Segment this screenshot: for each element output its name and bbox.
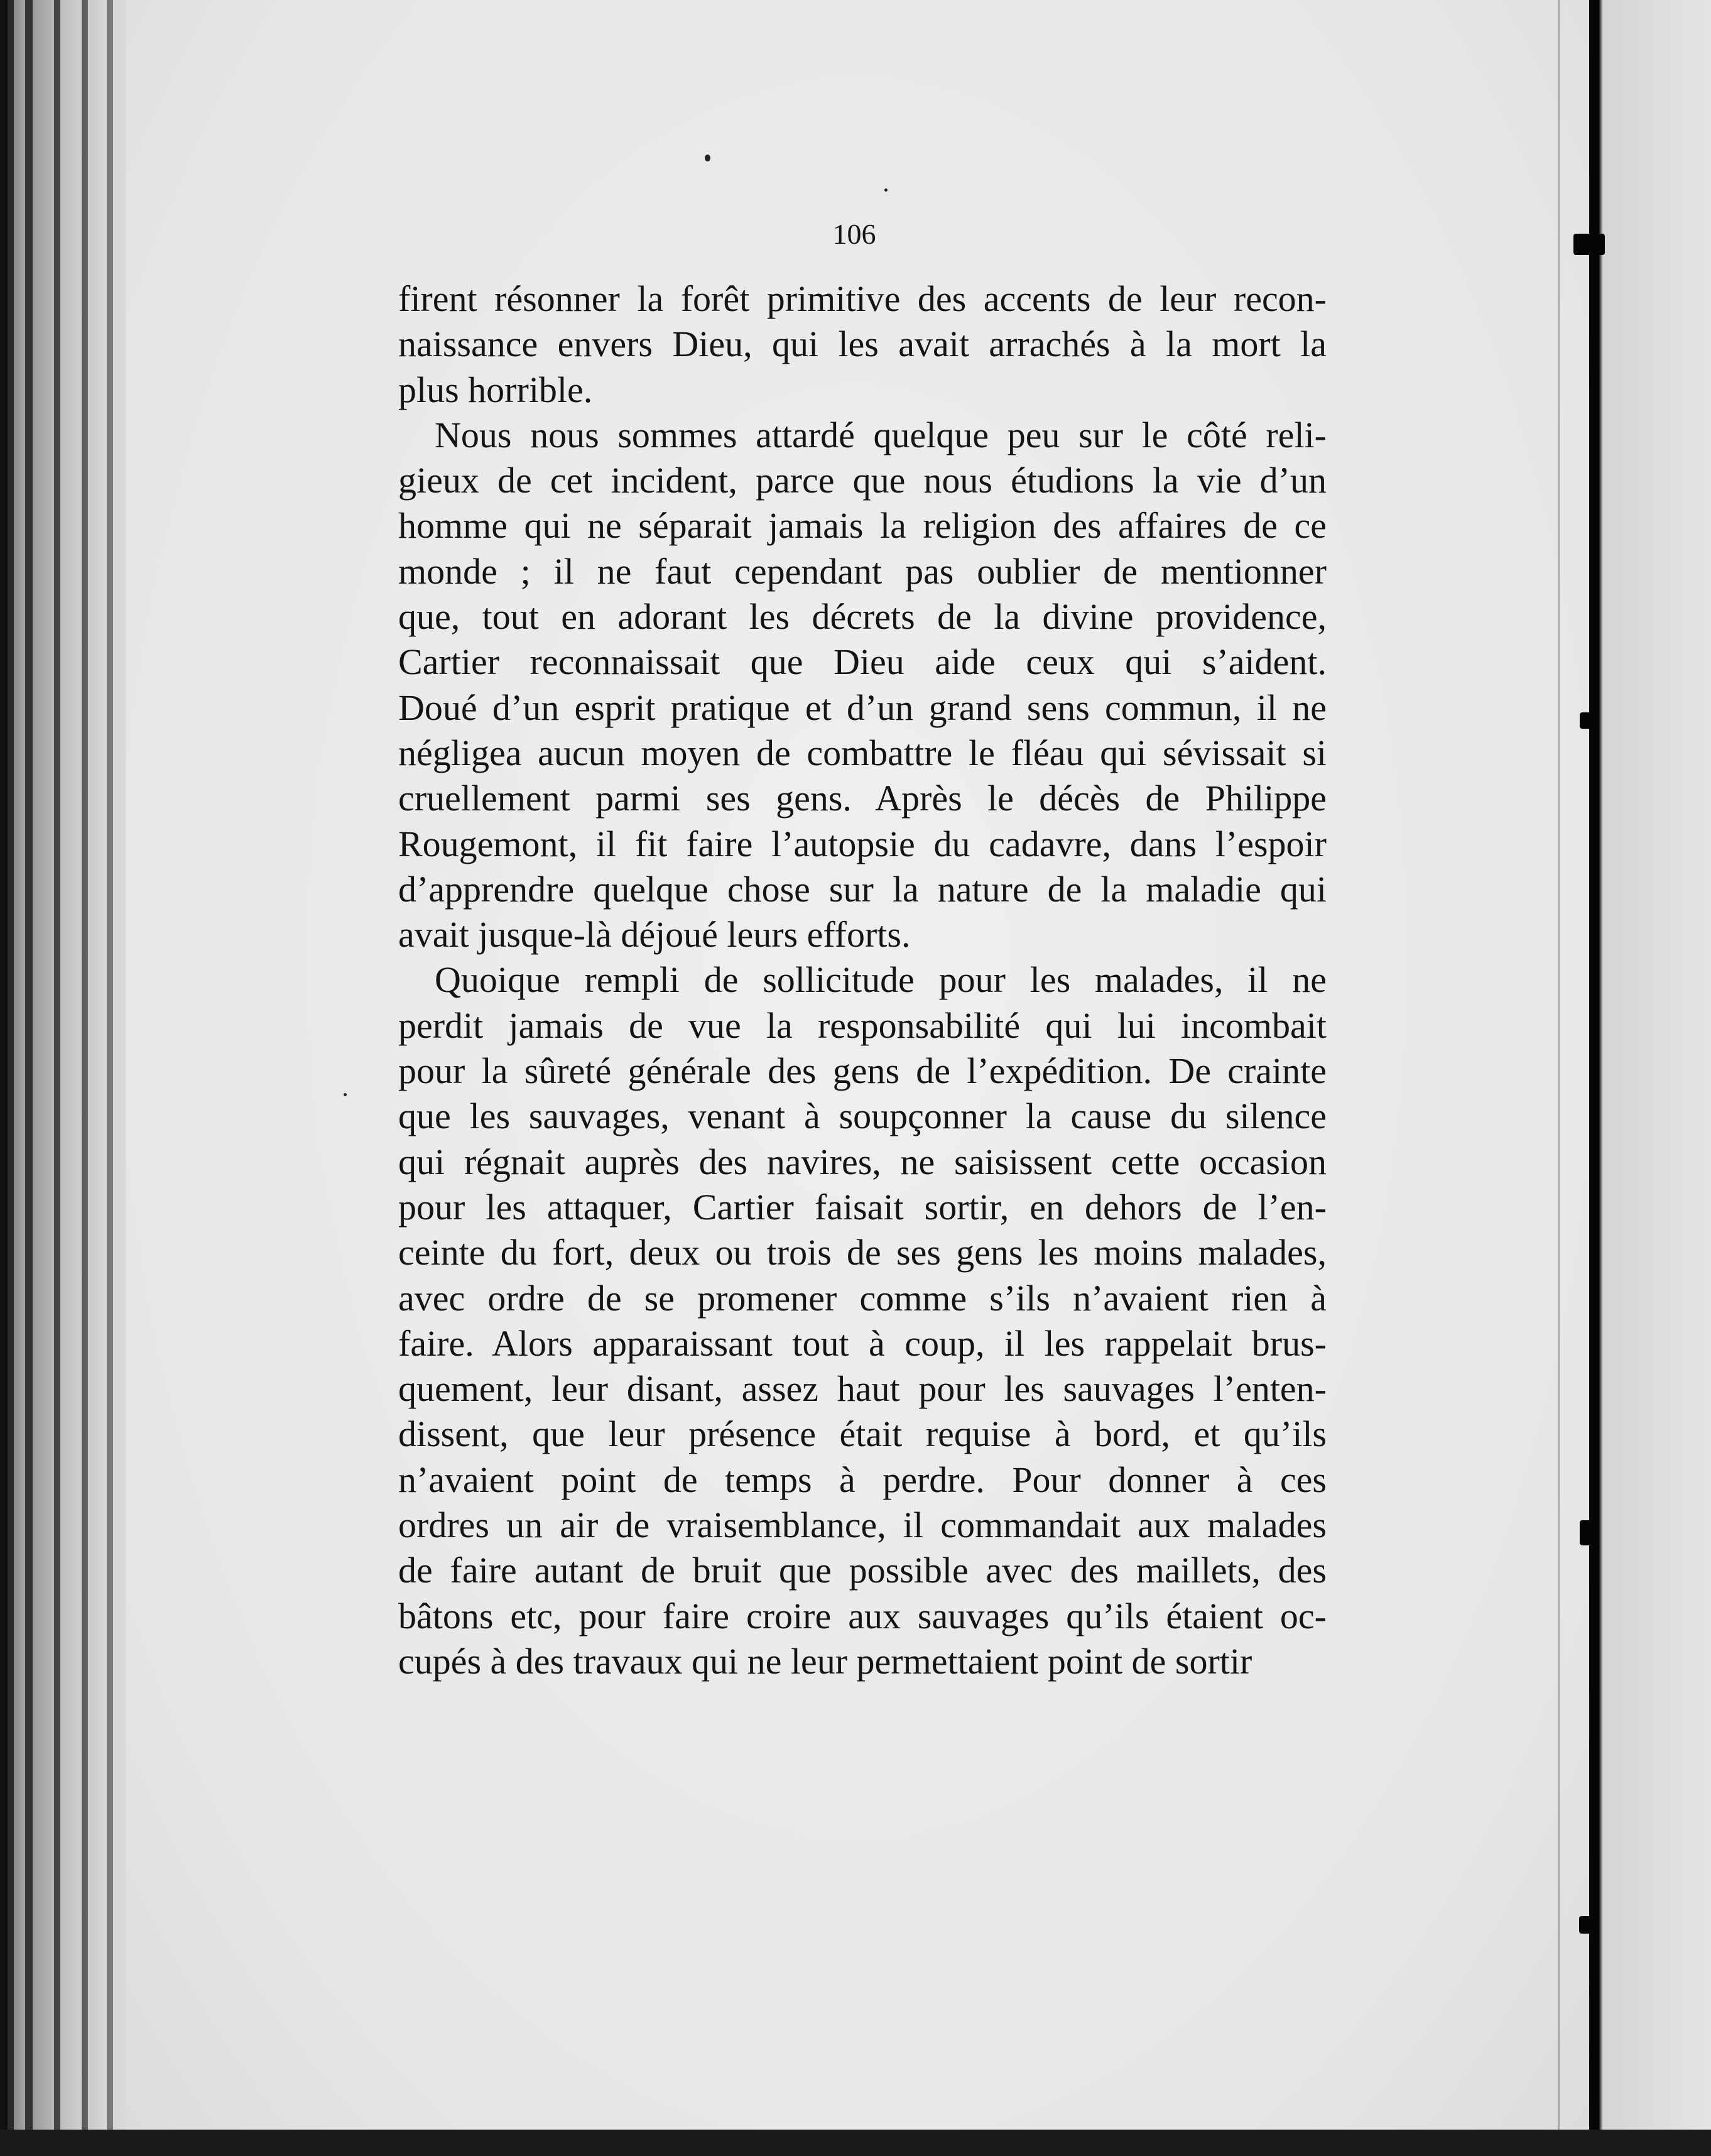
paragraph bbox=[398, 413, 1327, 958]
text-line: avait jusque-là déjoué leurs efforts. bbox=[398, 914, 911, 956]
binding-clip-mark bbox=[1580, 1520, 1599, 1545]
text-line: Rougemont, il fit faire l’autopsie du cadavre, dans l’espoir bbox=[398, 823, 1327, 864]
text-line: dissent, que leur présence était requise à bord, et qu’ils bbox=[398, 1413, 1327, 1455]
binding-clip-mark bbox=[1573, 234, 1605, 255]
text-line: homme qui ne séparait jamais la religion des affaires de ce bbox=[398, 505, 1327, 547]
text-line: ceinte du fort, deux ou trois de ses gens les moins malades, bbox=[398, 1232, 1327, 1273]
text-line: firent résonner la forêt primitive des accents de leur recon- bbox=[398, 278, 1327, 319]
paragraph bbox=[398, 957, 1327, 1684]
text-line: plus horrible. bbox=[398, 369, 593, 410]
page-number: 106 bbox=[832, 218, 876, 250]
scan-bottom-border bbox=[0, 2130, 1711, 2156]
text-line: Cartier reconnaissait que Dieu aide ceux qui s’aident. bbox=[398, 641, 1327, 683]
text-line: pour les attaquer, Cartier faisait sortir, en dehors de l’en- bbox=[398, 1186, 1327, 1228]
right-binding-rule bbox=[1590, 0, 1599, 2156]
text-line: d’apprendre quelque chose sur la nature de la maladie qui bbox=[398, 868, 1327, 910]
text-line: faire. Alors apparaissant tout à coup, il les rappelait brus- bbox=[398, 1322, 1327, 1364]
text-line: que, tout en adorant les décrets de la divine providence, bbox=[398, 596, 1327, 638]
text-line: cupés à des travaux qui ne leur permettaient point de sortir bbox=[398, 1640, 1252, 1682]
text-line: pour la sûreté générale des gens de l’expédition. De crainte bbox=[398, 1050, 1327, 1092]
ink-speck bbox=[705, 155, 710, 161]
text-line: Quoique rempli de sollicitude pour les malades, il ne bbox=[435, 959, 1327, 1001]
binding-clip-mark bbox=[1579, 1916, 1594, 1934]
text-line: de faire autant de bruit que possible avec des maillets, des bbox=[398, 1550, 1327, 1591]
ink-speck bbox=[884, 188, 888, 192]
paragraph bbox=[398, 276, 1327, 413]
text-line: naissance envers Dieu, qui les avait arrachés à la mort la bbox=[398, 324, 1327, 365]
text-line: qui régnait auprès des navires, ne saisissent cette occasion bbox=[398, 1141, 1327, 1182]
text-line: Nous nous sommes attardé quelque peu sur le côté reli- bbox=[435, 414, 1327, 455]
text-line: ordres un air de vraisemblance, il commandait aux malades bbox=[398, 1505, 1327, 1546]
text-line: bâtons etc, pour faire croire aux sauvages qu’ils étaient oc- bbox=[398, 1595, 1327, 1636]
page-fold-line bbox=[1558, 0, 1560, 2156]
text-line: monde ; il ne faut cependant pas oublier de mentionner bbox=[398, 550, 1327, 592]
body-text bbox=[398, 276, 1327, 1684]
book-spine-edge bbox=[0, 0, 126, 2156]
binding-clip-mark bbox=[1580, 712, 1599, 729]
text-line: n’avaient point de temps à perdre. Pour donner à ces bbox=[398, 1459, 1327, 1500]
text-line: quement, leur disant, assez haut pour les sauvages l’enten- bbox=[398, 1368, 1327, 1410]
text-line: avec ordre de se promener comme s’ils n’avaient rien à bbox=[398, 1277, 1327, 1319]
facing-page-edge bbox=[1599, 0, 1711, 2156]
text-line: gieux de cet incident, parce que nous étudions la vie d’un bbox=[398, 460, 1327, 501]
text-line: perdit jamais de vue la responsabilité qui lui incombait bbox=[398, 1004, 1327, 1046]
text-line: que les sauvages, venant à soupçonner la cause du silence bbox=[398, 1096, 1327, 1137]
text-line: négligea aucun moyen de combattre le fléau qui sévissait si bbox=[398, 732, 1327, 773]
text-line: cruellement parmi ses gens. Après le décès de Philippe bbox=[398, 778, 1327, 819]
text-line: Doué d’un esprit pratique et d’un grand sens commun, il ne bbox=[398, 687, 1327, 728]
ink-speck bbox=[344, 1093, 347, 1096]
